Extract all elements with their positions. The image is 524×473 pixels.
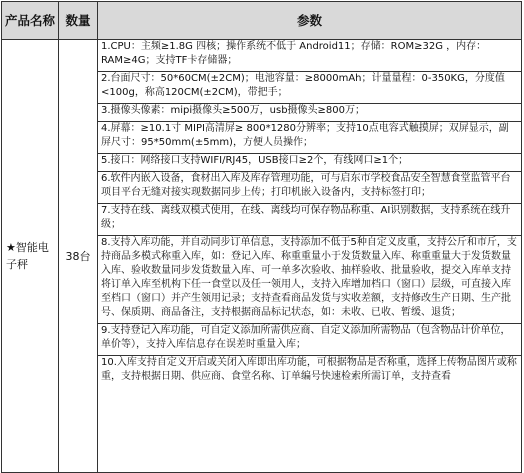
product-parameters — [98, 40, 522, 473]
header-row — [2, 2, 522, 40]
product-row — [2, 40, 522, 473]
param-item-9: 9.支持登记入库功能，可自定义添加所需供应商、自定义添加所需物品（包含物品计价单位，单价等），支持入库信息存在误差时重量入库； — [98, 324, 521, 356]
param-item-2: 2.台面尺寸：50*60CM(±2CM)；电池容量：≥8000mAh；计量量程：0-350KG，分度值<100g，称高120CM(±2CM)，带把手； — [98, 72, 521, 104]
header-product-name: 产品名称 — [2, 2, 59, 40]
param-item-6: 6.软件内嵌入设备，食材出入库及库存管理功能，可与启东市学校食品安全智慧食堂监管平台项目平台无缝对接实现数据同步上传；打印机嵌入设备内，支持标签打印； — [98, 172, 521, 204]
param-item-3: 3.摄像头像素：mipi摄像头≥500万，usb摄像头≥800万； — [98, 104, 521, 122]
header-parameters: 参数 — [98, 2, 522, 40]
param-item-8: 8.支持入库功能，并自动同步订单信息，支持添加不低于5种自定义皮重，支持公斤和市斤，支持商品多模式称重入库，如：登记入库、称重重量小于发货数量入库、称重重量大于发货数量入库、验收数量同步发货数量入库、可一单多次验收、抽样验收、批量验收，提交入库单支持将订单入库至机构下任一食堂以及任一领用人，支持入库增加档口（窗口）层级，可直接入库至档口（窗口）并产生领用记录；支持查看商品发货与实收差额，支持修改生产日期、生产批号、保质期、商品备注，支持根据商品标记状态，如：未收、已收、暂缓、退货； — [98, 236, 521, 324]
parameter-list — [98, 40, 521, 472]
param-item-7: 7.支持在线、离线双模式使用，在线、离线均可保存物品称重、AI识别数据，支持系统在线升级； — [98, 204, 521, 236]
spec-table — [1, 1, 522, 473]
product-name: ★智能电子秤 — [2, 40, 59, 473]
param-item-1: 1.CPU：主频≥1.8G 四核；操作系统不低于 Android11；存储：ROM≥32G ，内存：RAM≥4G；支持TF卡存储器； — [98, 40, 521, 72]
header-quantity: 数量 — [59, 2, 98, 40]
param-item-10: 10.入库支持自定义开启或关闭入库即出库功能，可根据物品是否称重，选择上传物品图片或称重，支持根据日期、供应商、食堂名称、订单编号快速检索所需订单，支持查看 — [101, 357, 517, 382]
param-item-5: 5.接口：网络接口支持WIFI/RJ45，USB接口≥2个，有线网口≥1个； — [98, 154, 521, 172]
product-quantity: 38台 — [59, 40, 98, 473]
param-item-4: 4.屏幕：≥10.1寸 MIPI高清屏≥ 800*1280分辨率；支持10点电容式触摸屏；双屏显示，副屏尺寸：95*50mm(±5mm)，方便人员操作； — [98, 122, 521, 154]
